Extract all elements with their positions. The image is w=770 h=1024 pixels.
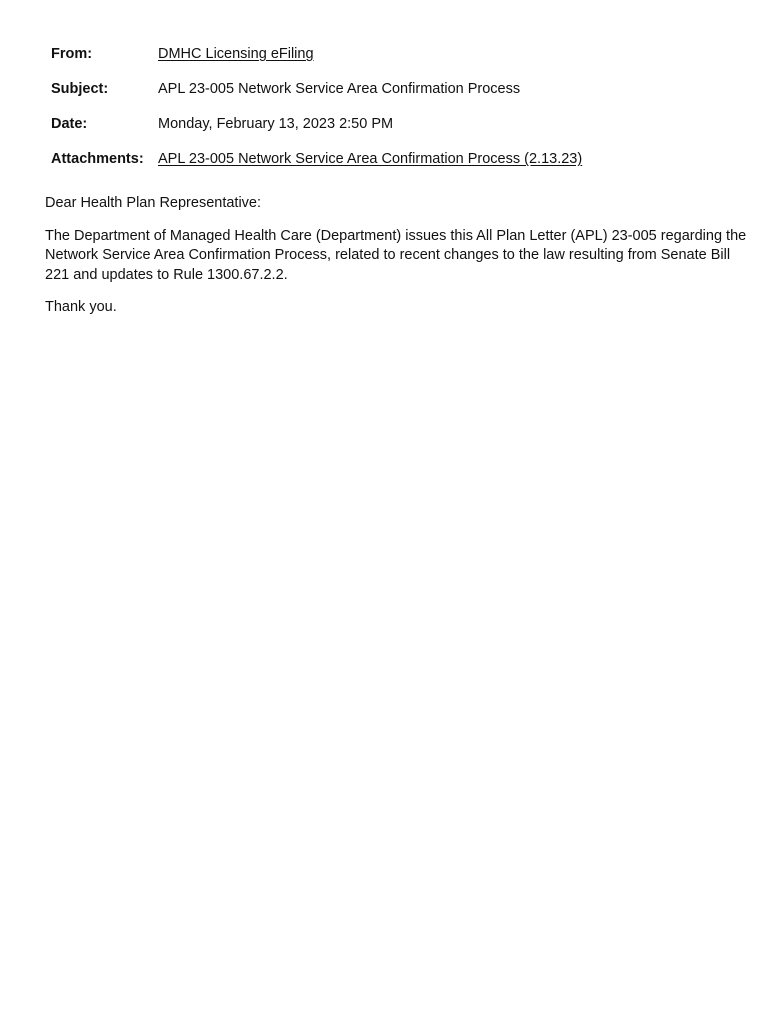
date-label: Date:	[51, 116, 88, 132]
attachments-label: Attachments:	[51, 151, 144, 167]
subject-label: Subject:	[51, 81, 109, 97]
from-label: From:	[51, 46, 93, 62]
subject-row	[51, 81, 751, 116]
attachments-row	[51, 151, 751, 186]
body-paragraph: The Department of Managed Health Care (Department) issues this All Plan Letter (APL) 23-005 regarding the Network Service Area Confirmation Process, related to recent changes to the law resulting from Senate Bill 221 and updates to Rule 1300.67.2.2.	[45, 227, 747, 283]
from-row	[51, 46, 751, 81]
email-body	[45, 194, 750, 331]
date-value: Monday, February 13, 2023 2:50 PM	[158, 116, 394, 132]
from-link[interactable]: DMHC Licensing eFiling	[158, 46, 314, 62]
attachment-link[interactable]: APL 23-005 Network Service Area Confirmation Process (2.13.23)	[158, 151, 583, 167]
closing: Thank you.	[45, 299, 117, 315]
email-header	[51, 46, 751, 186]
greeting: Dear Health Plan Representative:	[45, 195, 262, 211]
date-row	[51, 116, 751, 151]
subject-value: APL 23-005 Network Service Area Confirmation Process	[158, 81, 521, 97]
